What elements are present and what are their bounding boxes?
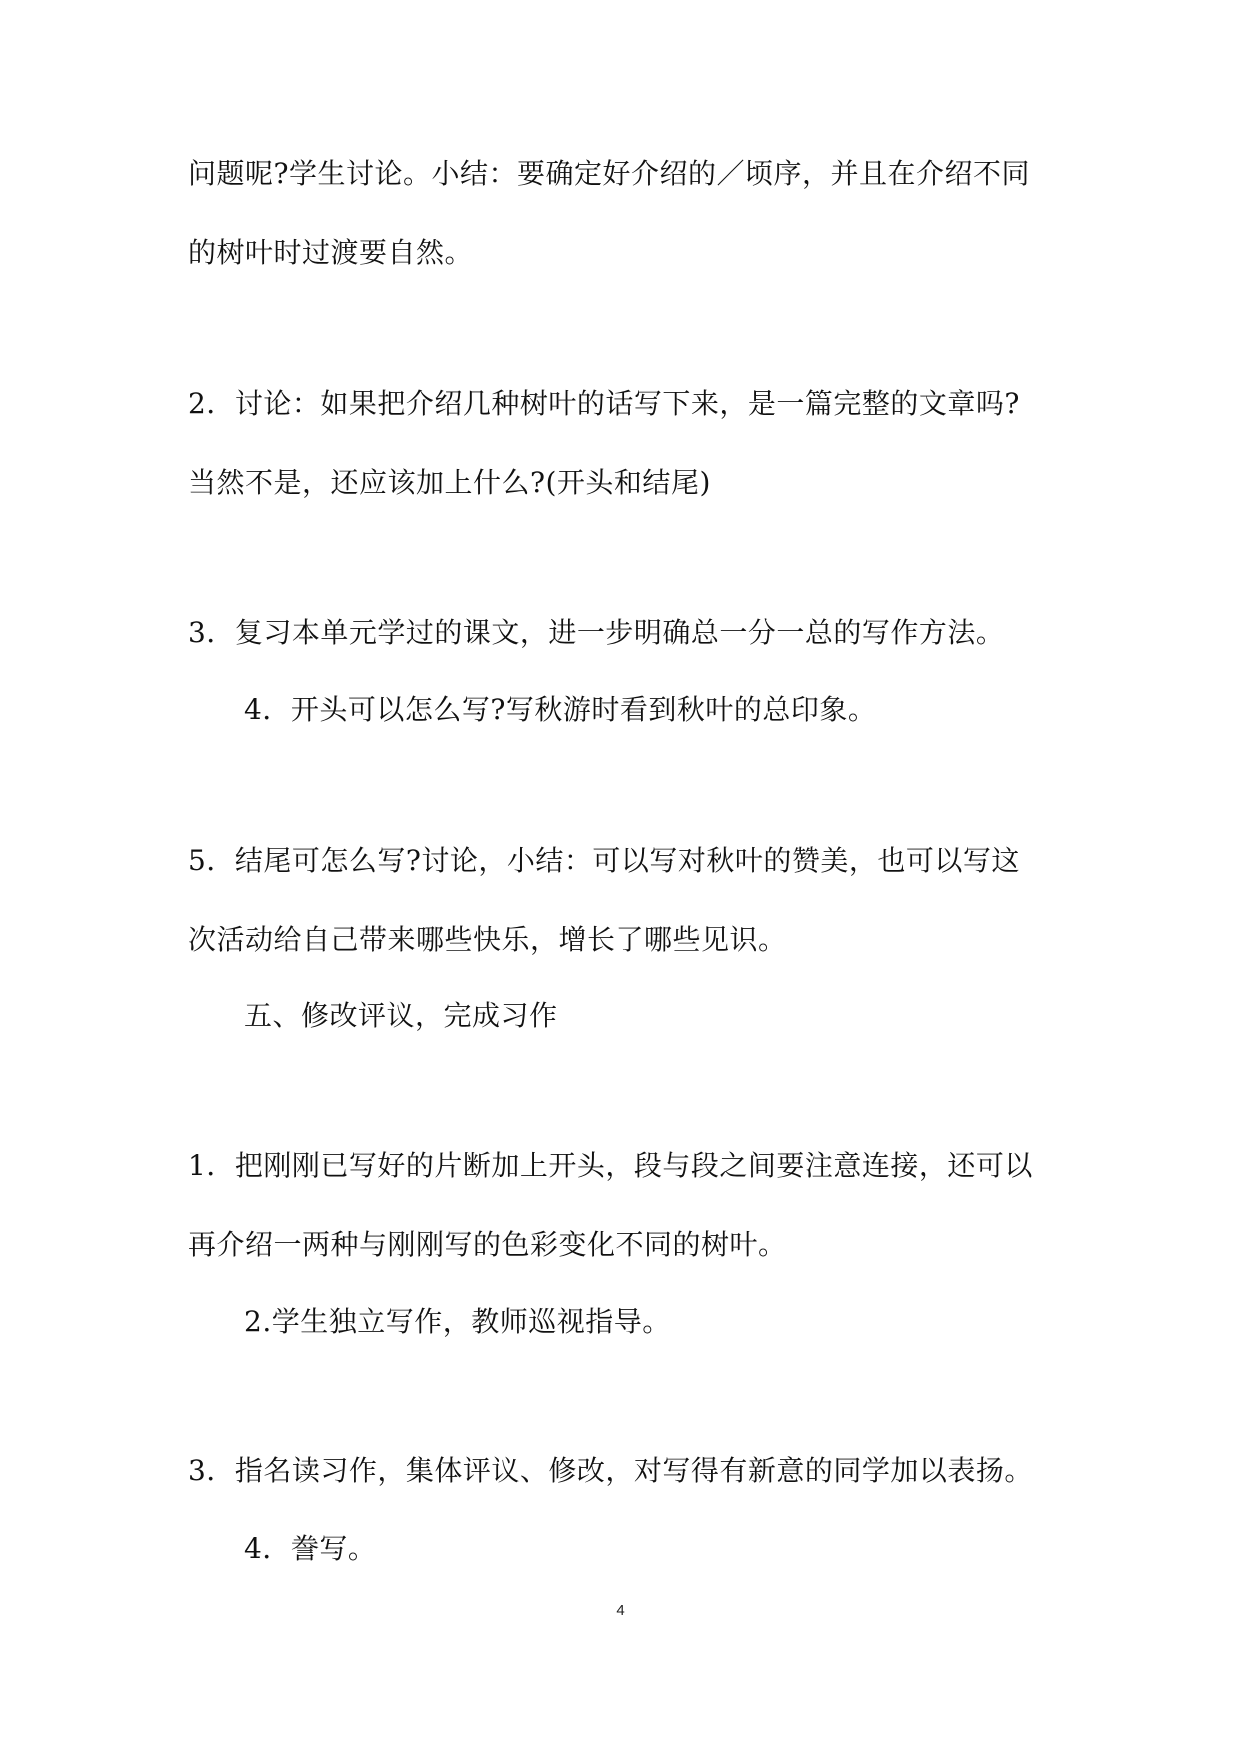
text-line: 3．指名读习作，集体评议、修改，对写得有新意的同学加以表扬。 xyxy=(188,1454,1033,1487)
text-line: 当然不是，还应该加上什么?(开头和结尾) xyxy=(188,466,711,499)
text-line: 2.学生独立写作，教师巡视指导。 xyxy=(244,1305,671,1338)
text-line: 的树叶时过渡要自然。 xyxy=(188,236,474,269)
text-line: 问题呢?学生讨论。小结：要确定好介绍的／顷序，并且在介绍不同 xyxy=(188,157,1031,190)
text-line: 5．结尾可怎么写?讨论，小结：可以写对秋叶的赞美，也可以写这 xyxy=(188,844,1020,877)
text-line: 再介绍一两种与刚刚写的色彩变化不同的树叶。 xyxy=(188,1228,787,1261)
text-line: 1．把刚刚已写好的片断加上开头，段与段之间要注意连接，还可以 xyxy=(188,1149,1033,1182)
section-heading: 五、修改评议，完成习作 xyxy=(244,999,558,1032)
text-line: 次活动给自己带来哪些快乐，增长了哪些见识。 xyxy=(188,923,787,956)
text-line: 2．讨论：如果把介绍几种树叶的话写下来，是一篇完整的文章吗? xyxy=(188,387,1020,420)
text-line: 3．复习本单元学过的课文，进一步明确总一分一总的写作方法。 xyxy=(188,616,1005,649)
page-number: 4 xyxy=(616,1602,625,1619)
text-line: 4．开头可以怎么写?写秋游时看到秋叶的总印象。 xyxy=(244,693,877,726)
text-line: 4．誊写。 xyxy=(244,1532,377,1565)
